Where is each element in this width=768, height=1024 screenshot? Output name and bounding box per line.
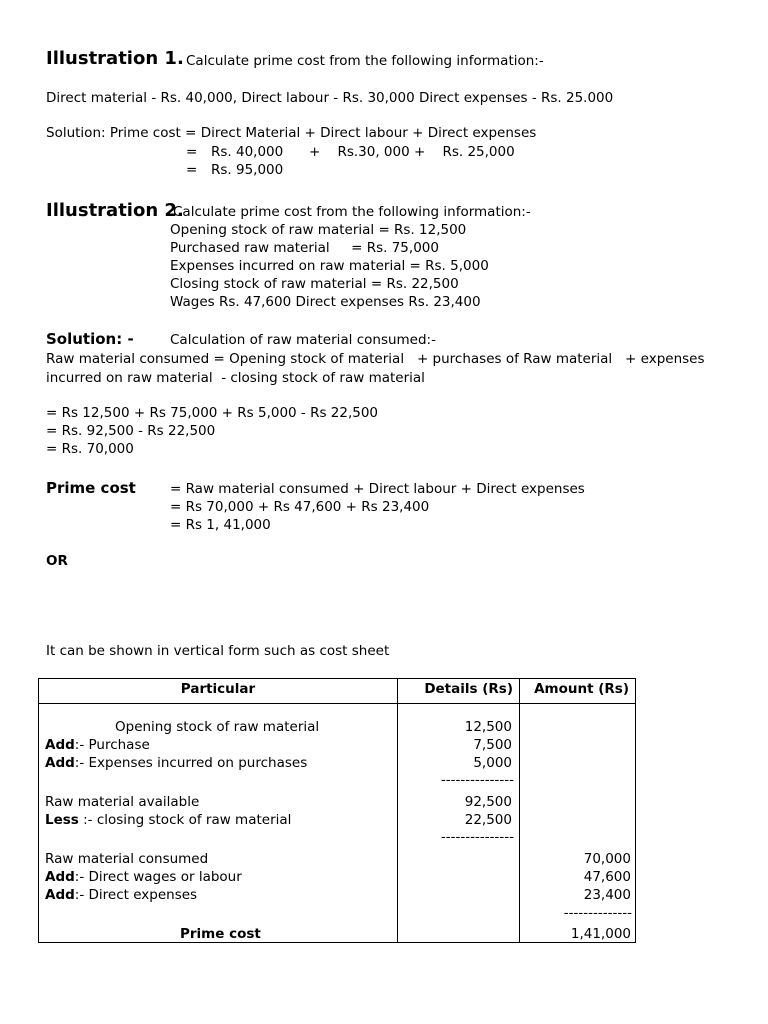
row-expenses-incurred [45,754,307,772]
row-direct-expenses [45,886,197,904]
illustration-1-step1: Rs. 40,000 + Rs.30, 000 + Rs. 25,000 [211,144,515,160]
add-prefix: Add [45,887,75,903]
row-label: :- Expenses incurred on purchases [74,755,308,771]
amount-total: 1,41,000 [570,926,631,942]
row-label: :- Direct expenses [74,887,198,903]
illustration-1-solution: Solution: Prime cost = Direct Material + Direct labour + Direct expenses [46,125,537,141]
row-label: :- Direct wages or labour [74,869,242,885]
amount-cell [520,704,636,943]
solution-step: = Rs. 92,500 - Rs 22,500 [46,423,216,439]
cost-sheet-table [38,678,636,943]
add-prefix: Add [45,737,75,753]
row-purchase [45,736,150,754]
prime-cost-line: = Raw material consumed + Direct labour + Direct expenses [170,481,585,497]
illustration-2-item: Expenses incurred on raw material = Rs. 5,000 [170,258,489,274]
details-value: 22,500 [464,812,512,828]
particular-cell [39,704,398,943]
solution-step: = Rs. 70,000 [46,441,134,457]
illustration-2-item: Closing stock of raw material = Rs. 22,500 [170,276,459,292]
row-direct-wages [45,868,242,886]
dash-separator: -------------- [563,905,632,921]
row-prime-cost-label: Prime cost [180,926,261,942]
illustration-1-question: Calculate prime cost from the following information:- [186,53,544,69]
row-label: :- closing stock of raw material [78,812,292,828]
less-prefix: Less [45,812,79,828]
solution-heading: Solution: - [46,330,134,348]
table-header-row [39,679,636,704]
illustration-2-question: Calculate prime cost from the following information:- [173,204,531,220]
dash-separator: --------------- [440,772,514,788]
row-closing-stock [45,811,291,829]
solution-formula-line2: incurred on raw material - closing stock of raw material [46,370,425,386]
details-value: 5,000 [473,755,512,771]
illustration-1-step2-eq: = [186,162,198,178]
illustration-2-item: Purchased raw material = Rs. 75,000 [170,240,439,256]
add-prefix: Add [45,869,75,885]
illustration-2-item: Opening stock of raw material = Rs. 12,500 [170,222,467,238]
row-raw-material-available: Raw material available [45,794,200,810]
column-header-particular: Particular [180,681,256,697]
details-value: 12,500 [464,719,512,735]
prime-cost-line: = Rs 1, 41,000 [170,517,271,533]
row-opening-stock: Opening stock of raw material [115,719,320,735]
amount-value: 23,400 [583,887,631,903]
illustration-1-heading: Illustration 1. [46,48,184,69]
dash-separator: --------------- [440,829,514,845]
illustration-2-item: Wages Rs. 47,600 Direct expenses Rs. 23,400 [170,294,481,310]
illustration-1-step2: Rs. 95,000 [211,162,284,178]
details-cell [398,704,520,943]
column-header-details: Details (Rs) [424,681,513,697]
illustration-1-step1-eq: = [186,144,198,160]
prime-cost-heading: Prime cost [46,479,136,497]
details-value: 92,500 [464,794,512,810]
add-prefix: Add [45,755,75,771]
header-cell [520,679,636,704]
solution-step: = Rs 12,500 + Rs 75,000 + Rs 5,000 - Rs 22,500 [46,405,379,421]
header-cell [39,679,398,704]
column-header-amount: Amount (Rs) [534,681,629,697]
amount-value: 47,600 [583,869,631,885]
illustration-2-heading: Illustration 2. [46,200,184,221]
or-label: OR [46,553,68,569]
row-label: :- Purchase [74,737,150,753]
amount-value: 70,000 [583,851,631,867]
solution-calc-title: Calculation of raw material consumed:- [170,332,436,348]
prime-cost-line: = Rs 70,000 + Rs 47,600 + Rs 23,400 [170,499,430,515]
vertical-intro: It can be shown in vertical form such as cost sheet [46,643,390,659]
row-raw-material-consumed: Raw material consumed [45,851,209,867]
header-cell [398,679,520,704]
table-body-row [39,704,636,943]
illustration-1-given: Direct material - Rs. 40,000, Direct labour - Rs. 30,000 Direct expenses - Rs. 25.000 [46,90,614,106]
details-value: 7,500 [473,737,512,753]
solution-formula-line1: Raw material consumed = Opening stock of material + purchases of Raw material + expenses [46,351,705,367]
